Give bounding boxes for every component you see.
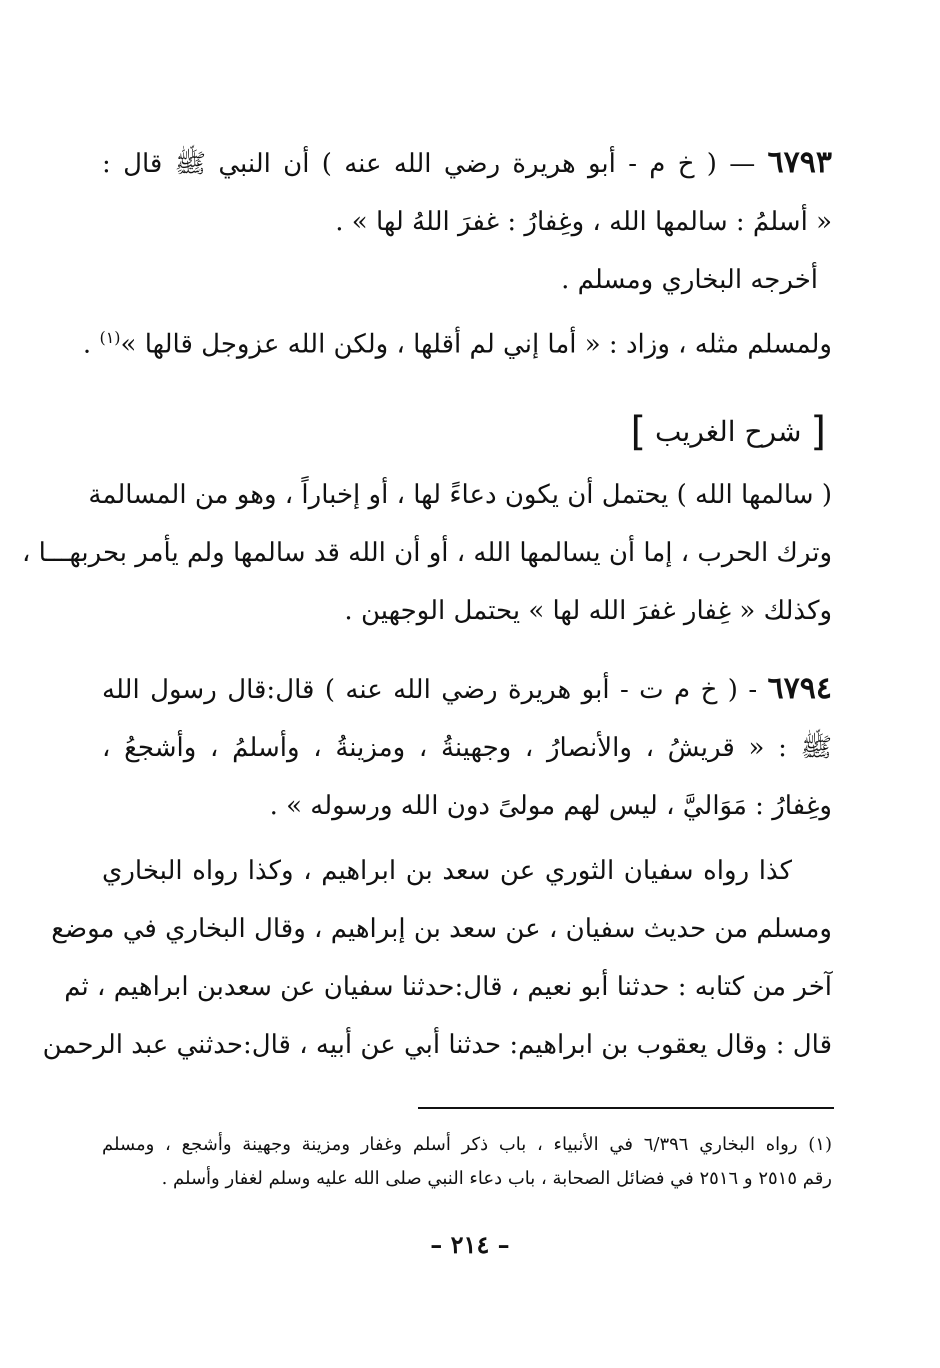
- hadith-number: ٦٧٩٣: [767, 145, 832, 180]
- hadith-6793-line-1: ٦٧٩٣ — ( خ م - أبو هريرة رضي الله عنه ) أن النبي ﷺ قال :: [102, 145, 832, 180]
- commentary: [42, 842, 832, 1074]
- hadith-number: ٦٧٩٤: [767, 671, 832, 706]
- hadith-6794: [102, 660, 832, 835]
- commentary-line-4: قال : وقال يعقوب بن ابراهيم: حدثنا أبي عن أبيه ، قال:حدثني عبد الرحمن: [42, 1030, 832, 1060]
- takhrij-line: أخرجه البخاري ومسلم .: [561, 265, 818, 295]
- bracket-close: ]: [630, 409, 647, 455]
- footnote-line-1: (١) رواه البخاري ٦/٣٩٦ في الأنبياء ، باب ذكر أسلم وغفار ومزينة وجهينة وأشجع ، ومسلم: [102, 1134, 832, 1155]
- gharib-heading: [625, 409, 832, 455]
- bracket-open: [: [810, 409, 826, 455]
- gharib-line-2: وترك الحرب ، إما أن يسالمها الله ، أو أن الله قد سالمها ولم يأمر بحربهـــا ،: [21, 538, 832, 568]
- muslim-addition-line: ولمسلم مثله ، وزاد : « أما إني لم أقلها ، ولكن الله عزوجل قالها »$^{(١)}$ .: [82, 328, 832, 360]
- commentary-line-1: كذا رواه سفيان الثوري عن سعد بن ابراهيم ، وكذا رواه البخاري: [102, 856, 792, 886]
- gharib-line-1: ( سالمها الله ) يحتمل أن يكون دعاءً لها ، أو إخباراً ، وهو من المسالمة: [88, 480, 832, 510]
- footnote-line-2: رقم ٢٥١٥ و ٢٥١٦ في فضائل الصحابة ، باب دعاء النبي صلى الله عليه وسلم لغفار وأسلم .: [161, 1168, 832, 1189]
- hadith-6793: [82, 134, 832, 374]
- commentary-line-2: ومسلم من حديث سفيان ، عن سعد بن إبراهيم ، وقال البخاري في موضع: [51, 914, 832, 944]
- footnotes: [102, 1128, 832, 1196]
- page-number: – ٢١٤ –: [430, 1230, 510, 1259]
- gharib-explanation: [21, 466, 832, 640]
- hadith-6794-line-3: وغِفارُ : مَوَاليَّ ، ليس لهم مولىً دون الله ورسوله » .: [269, 791, 832, 821]
- gharib-heading-text: شرح الغريب: [655, 415, 802, 448]
- hadith-6794-line-1: ٦٧٩٤ - ( خ م ت - أبو هريرة رضي الله عنه ) قال:قال رسول الله: [102, 671, 832, 706]
- hadith-6793-line-2: « أسلمُ : سالمها الله ، وغِفارُ : غفرَ اللهُ لها » .: [335, 207, 832, 237]
- gharib-line-3: وكذلك « غِفار غفرَ الله لها » يحتمل الوجهين .: [344, 596, 832, 626]
- hadith-6794-line-2: ﷺ : « قريشُ ، والأنصارُ ، وجهينةُ ، ومزينةُ ، وأسلمُ ، وأشجعُ ،: [102, 733, 832, 763]
- footnote-separator: [418, 1107, 834, 1109]
- footnote-ref: (١): [99, 328, 121, 347]
- commentary-line-3: آخر من كتابه : حدثنا أبو نعيم ، قال:حدثنا سفيان عن سعدبن ابراهيم ، ثم: [64, 972, 832, 1002]
